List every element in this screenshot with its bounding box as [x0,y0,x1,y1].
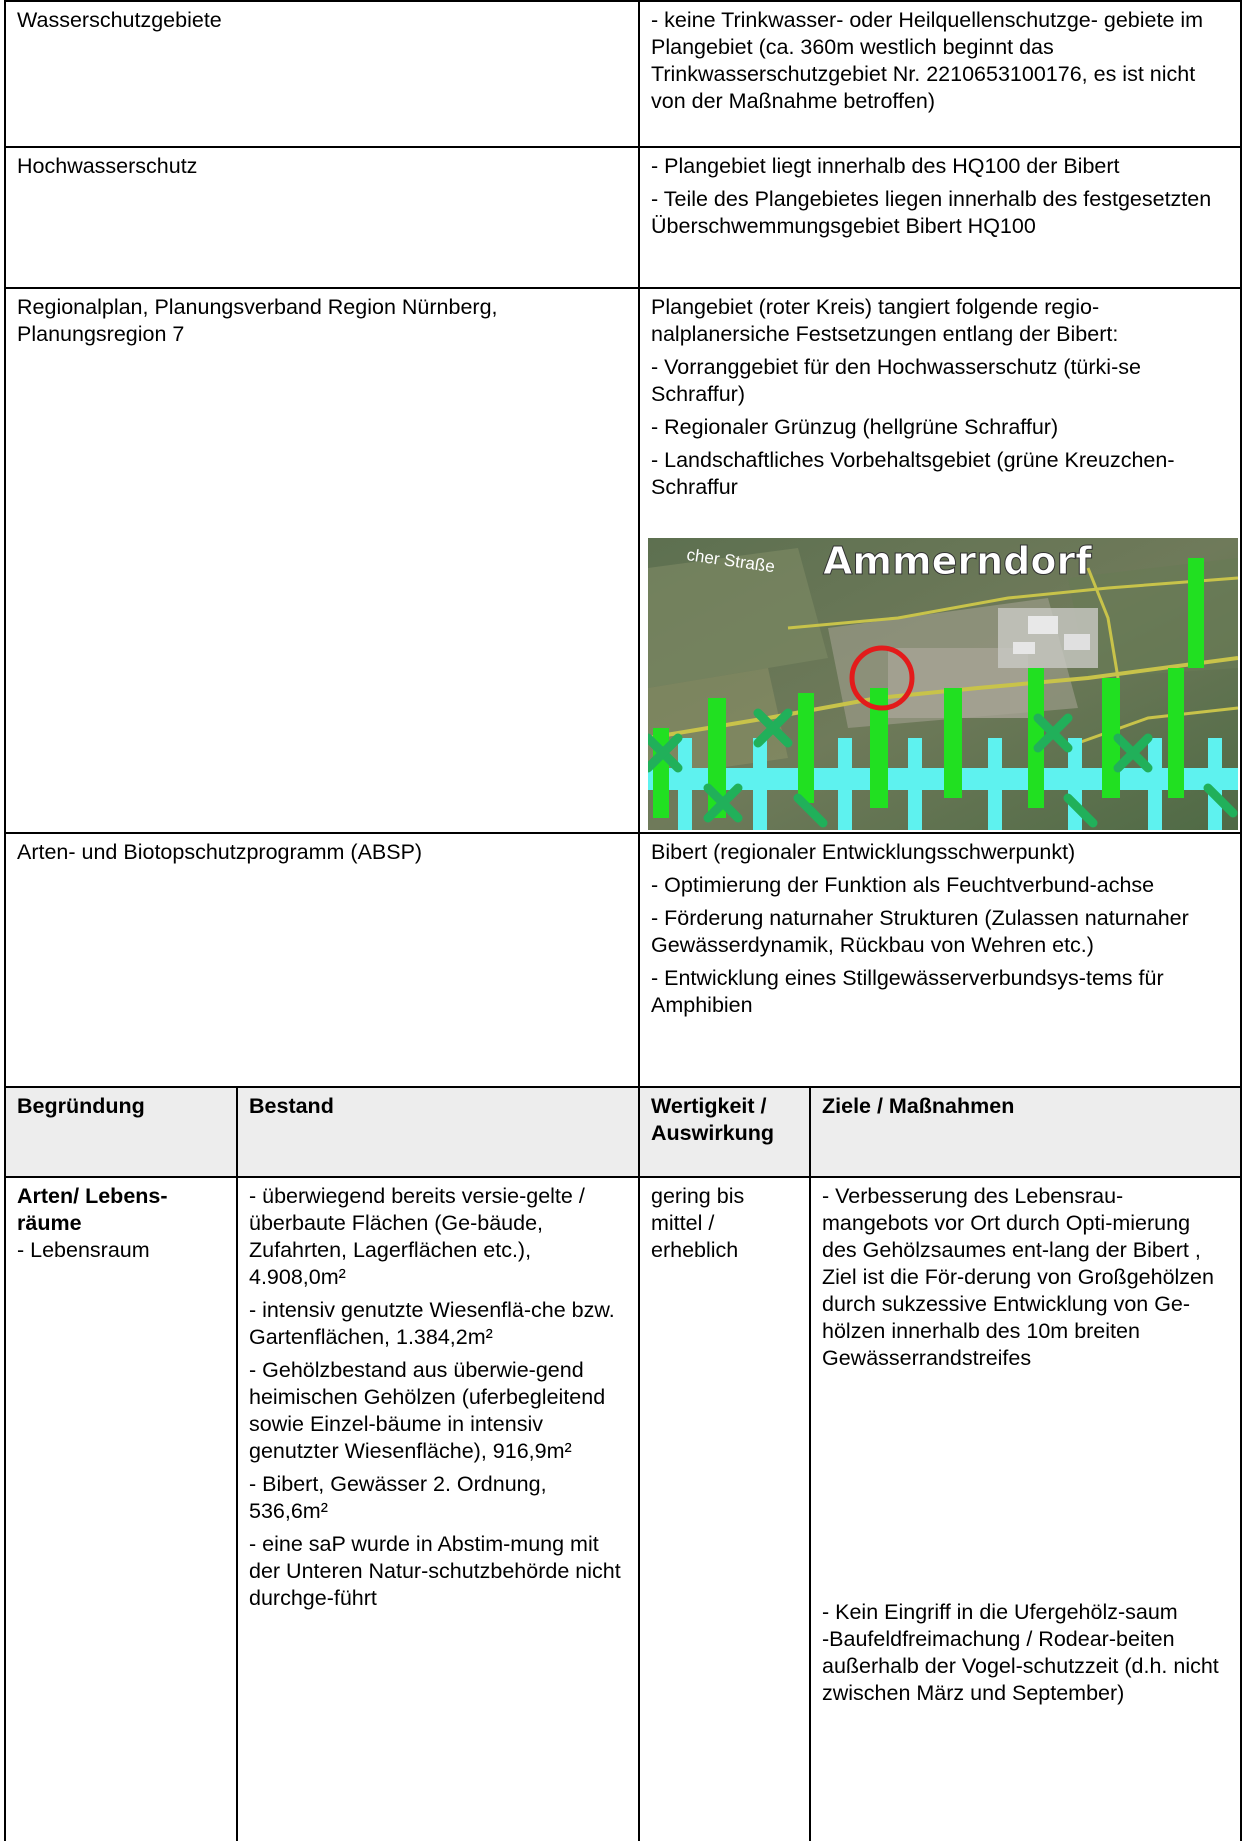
ziele-cell [811,1178,1240,1841]
row-wasserschutz-content [640,2,1240,146]
rule [1240,0,1242,1841]
ziele-item: - Kein Eingriff in die Ufergehölz-saum [822,1600,1178,1624]
header-label: Begründung [17,1094,145,1118]
header-ziele [811,1088,1240,1176]
row-hochwasserschutz-content [640,148,1240,287]
place-label: Ammerndorf [823,539,1092,583]
category-cell [6,1178,236,1841]
row-label: Wasserschutzgebiete [17,8,222,32]
row-text: - Vorranggebiet für den Hochwasserschutz (türki-se Schraffur) [651,355,1141,406]
row-text: - Teile des Plangebietes liegen innerhalb des festgesetzten Überschwemmungsgebiet Bibert HQ100 [651,187,1212,238]
bestand-item: - intensiv genutzte Wiesenflä-che bzw. Gartenflächen, 1.384,2m² [249,1298,615,1349]
row-text: - Regionaler Grünzug (hellgrüne Schraffur) [651,415,1059,439]
row-label: Regionalplan, Planungsverband Region Nürnberg, Planungsregion 7 [17,295,498,346]
header-begruendung [6,1088,236,1176]
street-label: cher Straße [685,545,777,577]
bestand-item: - Gehölzbestand aus überwie-gend heimischen Gehölzen (uferbegleitend sowie Einzel-bäume in intensiv genutzter Wiesenfläche), 916,9m² [249,1358,606,1463]
bestand-item: - Bibert, Gewässer 2. Ordnung, 536,6m² [249,1472,547,1523]
ziele-item: -Baufeldfreimachung / Rodear-beiten außerhalb der Vogel-schutzzeit (d.h. nicht zwischen März und September) [822,1627,1219,1705]
category-subtitle: - Lebensraum [17,1238,150,1262]
bestand-item: - überwiegend bereits versie-gelte / überbaute Flächen (Ge-bäude, Zufahrten, Lagerflächen etc.), 4.908,0m² [249,1184,585,1289]
header-bestand [238,1088,638,1176]
row-text: - Plangebiet liegt innerhalb des HQ100 der Bibert [651,154,1120,178]
row-text: - keine Trinkwasser- oder Heilquellenschutzge- gebiete im Plangebiet (ca. 360m westlich beginnt das Trinkwasserschutzgebiet Nr. 2210653100176, es ist nicht von der Maßnahme betroffen) [651,8,1204,113]
bestand-item: - eine saP wurde in Abstim-mung mit der Unteren Natur-schutzbehörde nicht durchge-führt [249,1532,621,1610]
header-label: Bestand [249,1094,334,1118]
row-absp-content [640,834,1240,1086]
header-wertigkeit [640,1088,809,1176]
row-regionalplan-label [6,289,638,832]
row-regionalplan-content [640,289,1240,539]
row-text: - Optimierung der Funktion als Feuchtverbund-achse [651,873,1155,897]
header-label: Wertigkeit / Auswirkung [651,1094,775,1145]
regional-plan-map [648,538,1238,830]
row-text: Plangebiet (roter Kreis) tangiert folgende regio-nalplanersiche Festsetzungen entlang der Bibert: [651,295,1119,346]
row-text: - Landschaftliches Vorbehaltsgebiet (grüne Kreuzchen-Schraffur [651,448,1175,499]
header-label: Ziele / Maßnahmen [822,1094,1015,1118]
wertigkeit-text: gering bis mittel / erheblich [651,1184,745,1262]
document-table [4,0,1242,1841]
category-title: Arten/ Lebens-räume [17,1184,168,1235]
row-absp-label [6,834,638,1086]
row-text: - Entwicklung eines Stillgewässerverbundsys-tems für Amphibien [651,966,1164,1017]
row-hochwasserschutz-label [6,148,638,287]
row-wasserschutz-label [6,2,638,146]
ziele-item: - Verbesserung des Lebensrau-mangebots vor Ort durch Opti-mierung des Gehölzsaumes ent-lang der Bibert , Ziel ist die För-derung von Großgehölzen durch sukzessive Entwicklung von Ge-hölzen innerhalb des 10m breiten Gewässerrandstreifes [822,1184,1214,1370]
row-text: Bibert (regionaler Entwicklungsschwerpunkt) [651,840,1076,864]
bestand-cell [238,1178,638,1841]
wertigkeit-cell [640,1178,809,1841]
row-text: - Förderung naturnaher Strukturen (Zulassen naturnaher Gewässerdynamik, Rückbau von Wehren etc.) [651,906,1189,957]
row-label: Arten- und Biotopschutzprogramm (ABSP) [17,840,423,864]
row-label: Hochwasserschutz [17,154,198,178]
